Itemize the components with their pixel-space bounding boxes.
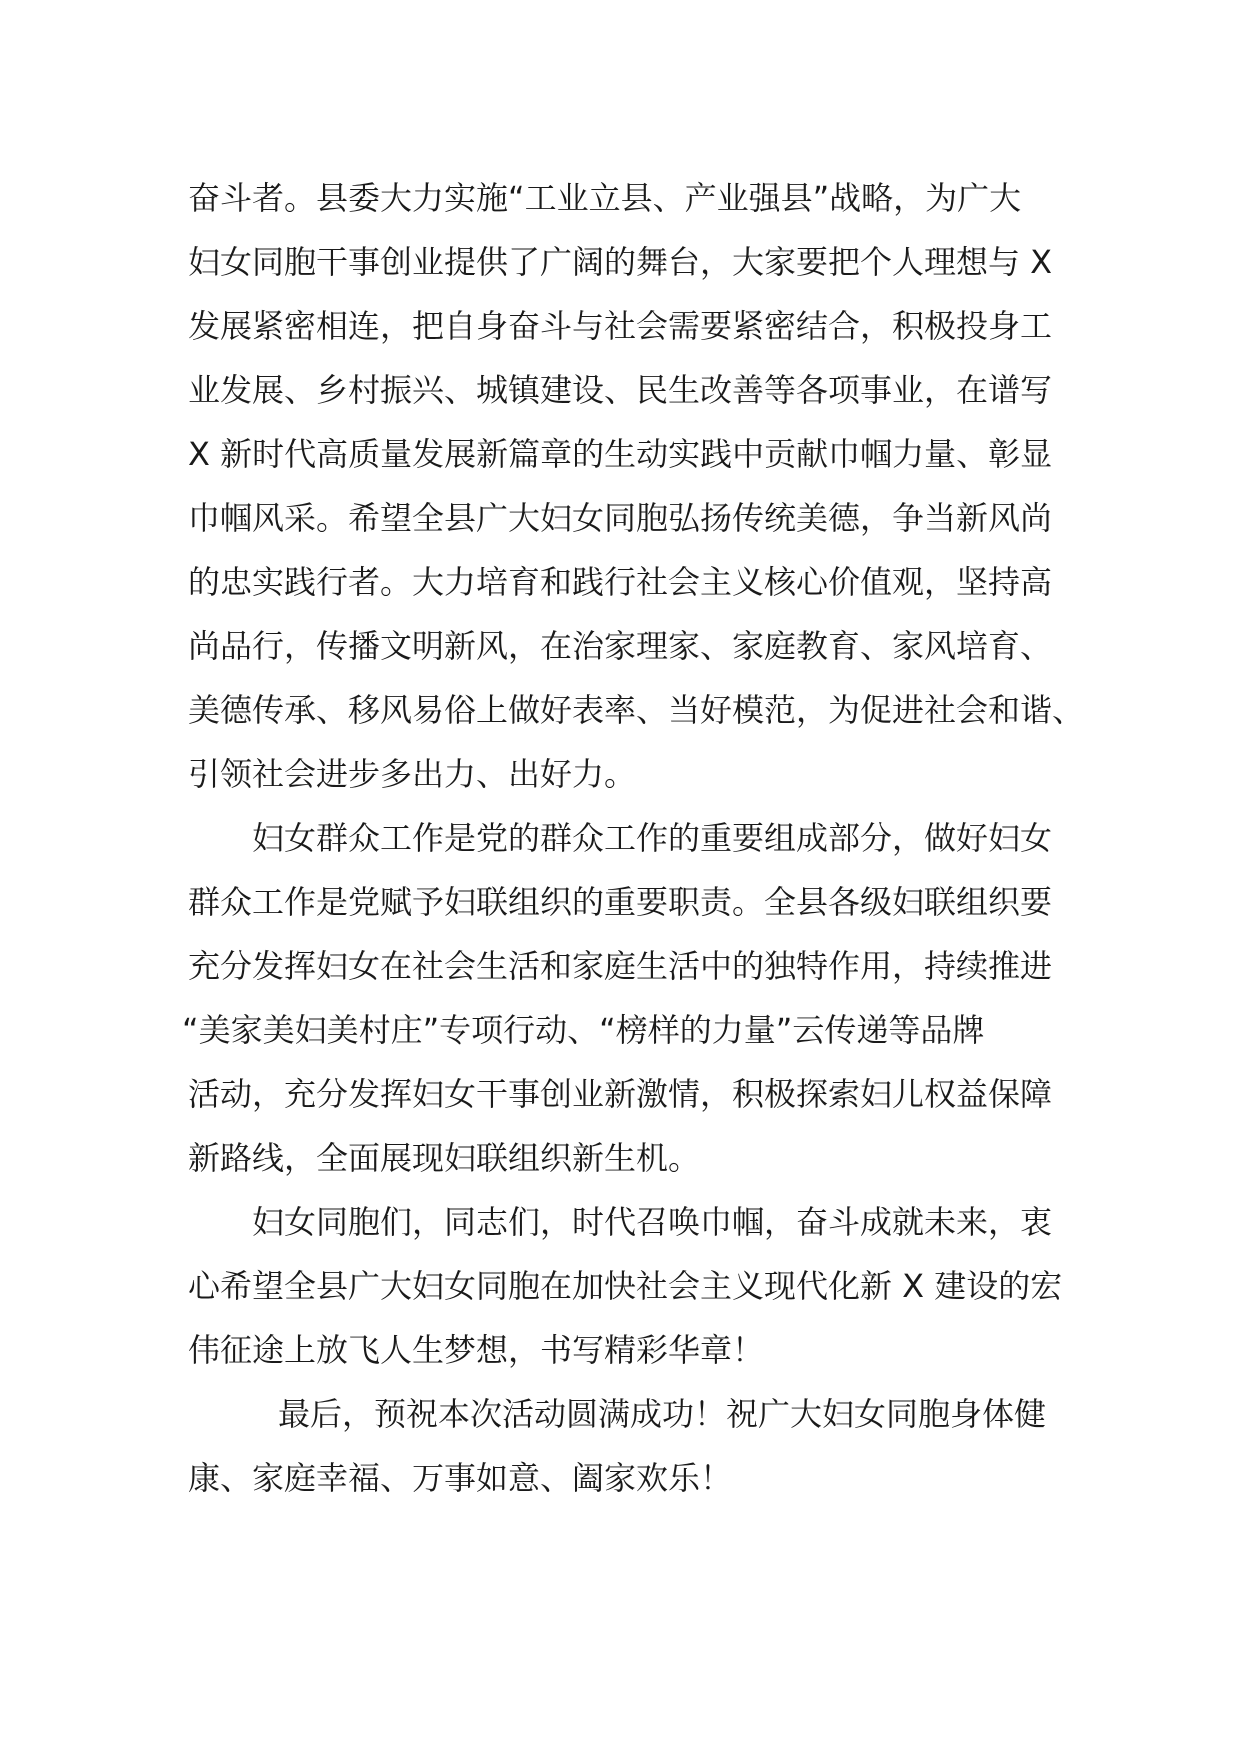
text-line: 奋斗者。县委大力实施“工业立县、产业强县”战略，为广大: [188, 179, 1022, 217]
text-line: 活动，充分发挥妇女干事创业新激情，积极探索妇儿权益保障: [188, 1075, 1053, 1113]
text-line: 巾帼风采。希望全县广大妇女同胞弘扬传统美德，争当新风尚: [188, 499, 1053, 537]
text-line: 伟征途上放飞人生梦想，书写精彩华章！: [188, 1331, 765, 1369]
text-line: 的忠实践行者。大力培育和践行社会主义核心价值观，坚持高: [188, 563, 1053, 601]
text-line: 新路线，全面展现妇联组织新生机。: [188, 1139, 701, 1177]
text-line: 充分发挥妇女在社会生活和家庭生活中的独特作用，持续推进: [188, 947, 1053, 985]
text-line: 尚品行，传播文明新风，在治家理家、家庭教育、家风培育、: [188, 627, 1053, 665]
text-line: 康、家庭幸福、万事如意、阖家欢乐！: [188, 1459, 733, 1497]
paragraph-start-line: 最后，预祝本次活动圆满成功！祝广大妇女同胞身体健: [278, 1395, 1047, 1433]
text-line: X 新时代高质量发展新篇章的生动实践中贡献巾帼力量、彰显: [188, 435, 1053, 473]
text-line: 引领社会进步多出力、出好力。: [188, 755, 637, 793]
text-line: 群众工作是党赋予妇联组织的重要职责。全县各级妇联组织要: [188, 883, 1053, 921]
text-line: 妇女同胞干事创业提供了广阔的舞台，大家要把个人理想与 X: [188, 243, 1053, 281]
paragraph-start-line: 妇女群众工作是党的群众工作的重要组成部分，做好妇女: [252, 819, 1053, 857]
text-line: “美家美妇美村庄”专项行动、“榜样的力量”云传递等品牌: [182, 1011, 985, 1049]
paragraph-start-line: 妇女同胞们，同志们，时代召唤巾帼，奋斗成就未来，衷: [252, 1203, 1053, 1241]
text-line: 心希望全县广大妇女同胞在加快社会主义现代化新 X 建设的宏: [188, 1267, 1063, 1305]
text-line: 美德传承、移风易俗上做好表率、当好模范，为促进社会和谐、: [188, 691, 1085, 729]
text-line: 业发展、乡村振兴、城镇建设、民生改善等各项事业，在谱写: [188, 371, 1053, 409]
text-line: 发展紧密相连，把自身奋斗与社会需要紧密结合，积极投身工: [188, 307, 1053, 345]
body-text: [182, 166, 1088, 1510]
